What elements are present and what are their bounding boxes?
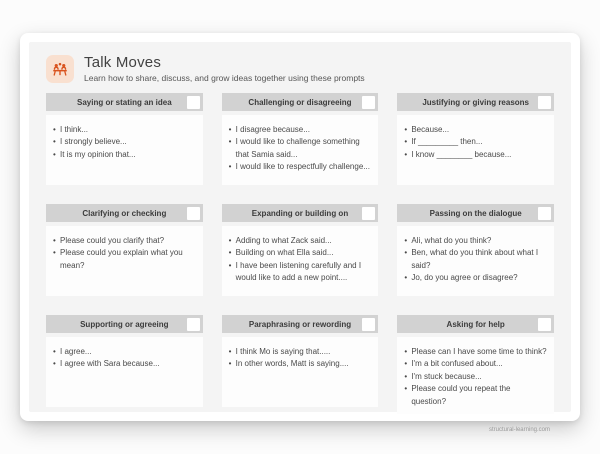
talk-move-card — [397, 93, 554, 185]
card-checkbox[interactable] — [187, 207, 200, 220]
card-body — [46, 226, 203, 296]
talk-move-card — [222, 204, 379, 296]
prompt-item: • Ali, what do you think? — [404, 235, 547, 247]
prompt-item: • I disagree because... — [229, 124, 372, 136]
card-title: Paraphrasing or rewording — [248, 319, 352, 329]
card-checkbox[interactable] — [187, 96, 200, 109]
card-checkbox[interactable] — [538, 96, 551, 109]
prompt-item: • I strongly believe... — [53, 136, 196, 148]
card-body — [397, 337, 554, 414]
talk-move-card — [222, 315, 379, 414]
prompt-item: • I think Mo is saying that..... — [229, 346, 372, 358]
card-header — [397, 93, 554, 111]
card-header — [397, 315, 554, 333]
prompt-item: • I have been listening carefully and I would like to add a new point.... — [229, 260, 372, 285]
prompt-list — [404, 346, 547, 408]
prompt-list — [229, 346, 372, 371]
prompt-item: • I'm stuck because... — [404, 371, 547, 383]
content-panel — [29, 42, 571, 433]
prompt-item: • I would like to challenge something that Samia said... — [229, 136, 372, 161]
card-body — [222, 226, 379, 296]
cards-grid — [46, 93, 554, 414]
prompt-item: • Please can I have some time to think? — [404, 346, 547, 358]
prompt-item: • If _________ then... — [404, 136, 547, 148]
page-header — [46, 52, 554, 93]
prompt-item: • Jo, do you agree or disagree? — [404, 272, 547, 284]
card-header — [222, 93, 379, 111]
card-header — [46, 204, 203, 222]
talk-move-card — [397, 315, 554, 414]
prompt-list — [404, 124, 547, 161]
prompt-item: • I agree... — [53, 346, 196, 358]
discussion-table-icon — [46, 55, 74, 83]
card-checkbox[interactable] — [362, 318, 375, 331]
prompt-list — [53, 235, 196, 272]
card-body — [222, 337, 379, 407]
card-title: Saying or stating an idea — [76, 97, 172, 107]
talk-move-card — [46, 204, 203, 296]
talk-move-card — [397, 204, 554, 296]
card-title: Justifying or giving reasons — [422, 97, 529, 107]
card-checkbox[interactable] — [362, 96, 375, 109]
prompt-list — [404, 235, 547, 285]
prompt-list — [53, 124, 196, 161]
talk-move-card — [222, 93, 379, 185]
card-title: Supporting or agreeing — [80, 319, 169, 329]
title-block — [84, 54, 365, 83]
talk-move-card — [46, 93, 203, 185]
card-title: Asking for help — [446, 319, 505, 329]
card-body — [46, 115, 203, 185]
prompt-item: • Please could you explain what you mean? — [53, 247, 196, 272]
card-header — [222, 315, 379, 333]
card-header — [46, 315, 203, 333]
card-checkbox[interactable] — [362, 207, 375, 220]
prompt-list — [229, 235, 372, 285]
card-body — [397, 115, 554, 185]
prompt-list — [229, 124, 372, 174]
card-checkbox[interactable] — [187, 318, 200, 331]
card-body — [397, 226, 554, 296]
prompt-item: • Ben, what do you think about what I said? — [404, 247, 547, 272]
talk-move-card — [46, 315, 203, 414]
prompt-item: • I'm a bit confused about... — [404, 358, 547, 370]
card-header — [46, 93, 203, 111]
prompt-item: • In other words, Matt is saying.... — [229, 358, 372, 370]
card-checkbox[interactable] — [538, 318, 551, 331]
website-link: structural-learning.com — [488, 426, 550, 433]
prompt-item: • I would like to respectfully challenge... — [229, 161, 372, 173]
page-title: Talk Moves — [84, 54, 162, 71]
prompt-item: • It is my opinion that... — [53, 149, 196, 161]
prompt-item: • Please could you clarify that? — [53, 235, 196, 247]
worksheet-sheet — [20, 33, 580, 433]
prompt-item: • Because... — [404, 124, 547, 136]
prompt-item: • Please could you repeat the question? — [404, 383, 547, 408]
prompt-item: • I think... — [53, 124, 196, 136]
card-title: Clarifying or checking — [82, 208, 167, 218]
card-checkbox[interactable] — [538, 207, 551, 220]
card-title: Challenging or disagreeing — [248, 97, 352, 107]
card-header — [397, 204, 554, 222]
page-footer — [46, 414, 554, 436]
prompt-item: • Adding to what Zack said... — [229, 235, 372, 247]
page-subtitle: Learn how to share, discuss, and grow ideas together using these prompts — [84, 73, 365, 83]
card-header — [222, 204, 379, 222]
card-body — [46, 337, 203, 407]
card-title: Passing on the dialogue — [429, 208, 522, 218]
card-body — [222, 115, 379, 185]
prompt-item: • Building on what Ella said... — [229, 247, 372, 259]
prompt-item: • I know ________ because... — [404, 149, 547, 161]
prompt-item: • I agree with Sara because... — [53, 358, 196, 370]
card-title: Expanding or building on — [251, 208, 349, 218]
prompt-list — [53, 346, 196, 371]
